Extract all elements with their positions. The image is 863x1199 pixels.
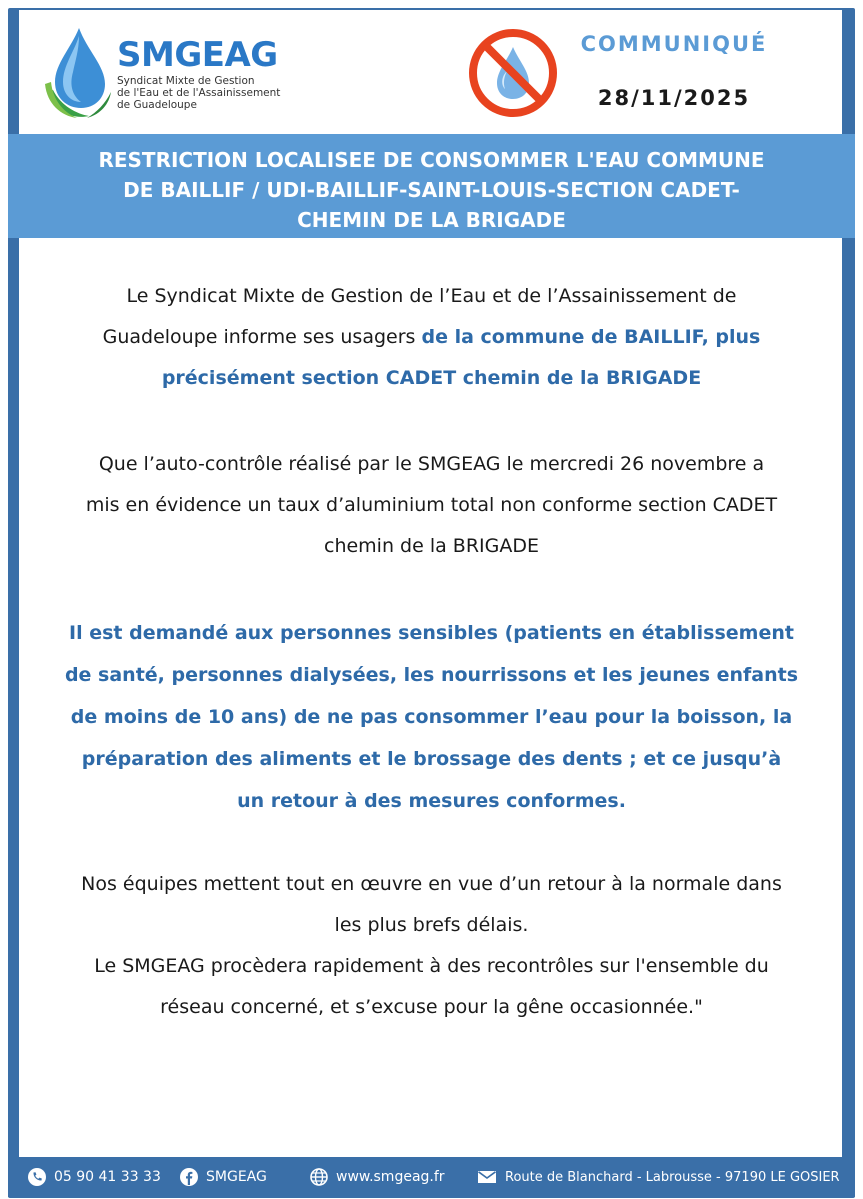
globe-icon [310,1168,328,1186]
paragraph-line [30,317,833,358]
highlight-text: de la commune de BAILLIF, plus [421,326,761,348]
footer-phone[interactable] [28,1167,161,1187]
warning-line: préparation des aliments et le brossage des dents ; et ce jusqu’à [81,748,782,770]
mail-icon [477,1168,497,1186]
footer-facebook[interactable] [180,1167,267,1187]
footer-website[interactable] [310,1167,445,1187]
logo-subtitle [117,75,280,111]
title-line: RESTRICTION LOCALISEE DE CONSOMMER L'EAU COMMUNE [98,148,765,172]
footer-facebook-text: SMGEAG [206,1169,267,1185]
communique-date: 28/11/2025 [597,86,751,110]
footer-address [477,1167,840,1187]
header [19,10,842,134]
logo-subtitle-line: de l'Eau et de l'Assainissement [117,87,281,99]
highlight-line: précisément section CADET chemin de la BRIGADE [161,367,702,389]
footer-phone-text: 05 90 41 33 33 [54,1169,161,1185]
phone-icon [28,1168,46,1186]
logo-subtitle-line: Syndicat Mixte de Gestion [117,75,255,87]
paragraph-line: Que l’auto-contrôle réalisé par le SMGEAG le mercredi 26 novembre a [98,453,765,475]
communique-label: COMMUNIQUÉ [580,32,768,56]
paragraph-line: Nos équipes mettent tout en œuvre en vue d’un retour à la normale dans [81,873,782,895]
logo-subtitle-line: de Guadeloupe [117,99,197,111]
facebook-icon [180,1168,198,1186]
paragraph-line: réseau concerné, et s’excuse pour la gêne occasionnée." [160,996,703,1018]
paragraph-line: chemin de la BRIGADE [324,535,539,557]
footer-website-text: www.smgeag.fr [336,1169,445,1185]
warning-line: Il est demandé aux personnes sensibles (patients en établissement [69,622,794,644]
paragraph-autocontrole [30,444,833,567]
paragraph-line: Le SMGEAG procèdera rapidement à des recontrôles sur l'ensemble du [94,955,769,977]
page-title [50,145,813,235]
smgeag-logo-icon [43,26,113,120]
logo-title: SMGEAG [117,35,278,75]
warning-line: de moins de 10 ans) de ne pas consommer l’eau pour la boisson, la [70,706,793,728]
warning-line: un retour à des mesures conformes. [237,790,626,812]
paragraph-closing [30,864,833,1028]
title-line: CHEMIN DE LA BRIGADE [297,208,566,232]
paragraph-text: Guadeloupe informe ses usagers [102,326,422,348]
no-drinking-water-icon [467,27,559,119]
paragraph-intro [30,276,833,399]
paragraph-warning [22,612,841,822]
warning-line: de santé, personnes dialysées, les nourrissons et les jeunes enfants [64,664,799,686]
paragraph-line: mis en évidence un taux d’aluminium total non conforme section CADET [85,494,778,516]
title-line: DE BAILLIF / UDI-BAILLIF-SAINT-LOUIS-SECTION CADET- [123,178,740,202]
paragraph-line: les plus brefs délais. [334,914,529,936]
paragraph-line: Le Syndicat Mixte de Gestion de l’Eau et de l’Assainissement de [126,285,737,307]
footer-address-text: Route de Blanchard - Labrousse - 97190 LE GOSIER [505,1169,840,1185]
